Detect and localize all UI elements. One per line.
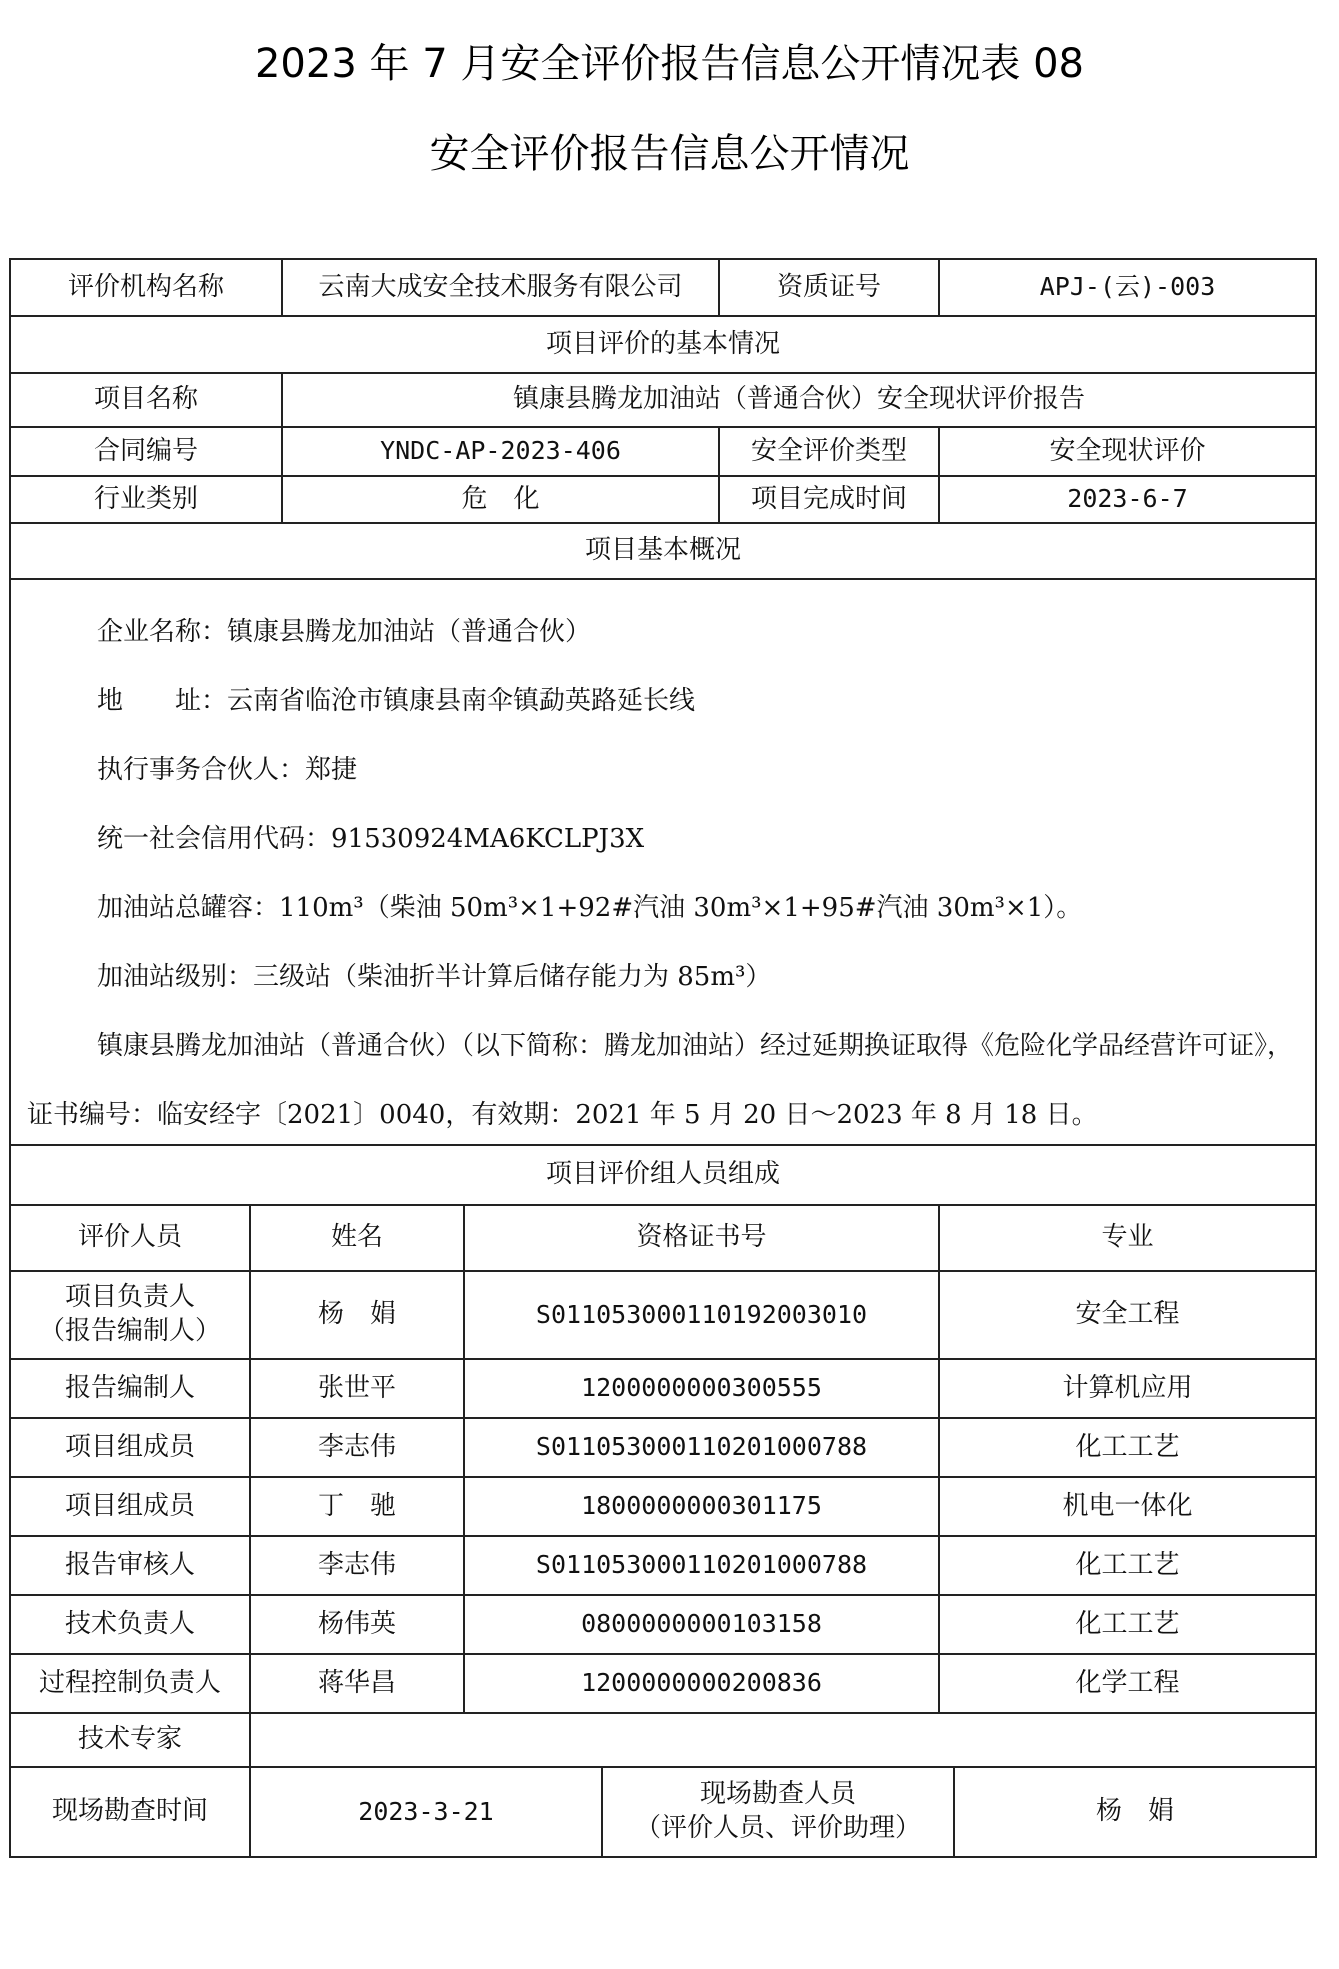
table-row-role: 项目组成员 [11,1478,251,1537]
table-row-major: 化学工程 [940,1655,1317,1714]
table-row-name: 张世平 [251,1360,465,1419]
overview-line: 镇康县腾龙加油站（普通合伙）（以下简称：腾龙加油站）经过延期换证取得《危险化学品经营许可证》，证书编号：临安经字〔2021〕0040，有效期：2021 年 5 月 20 日～2023 年 8 月 18 日。 [27,1031,1294,1130]
contract-value: YNDC-AP-2023-406 [283,428,720,477]
page-title: 2023 年 7 月安全评价报告信息公开情况表 08 [254,41,1084,87]
overview-line: 加油站总罐容：110m³（柴油 50m³×1+92#汽油 30m³×1+95#汽油 30m³×1）。 [97,893,1083,923]
overview-line: 地 址：云南省临沧市镇康县南伞镇勐英路延长线 [97,686,696,716]
overview-line: 统一社会信用代码：91530924MA6KCLPJ3X [97,824,645,854]
table-row-cert: S011053000110192003010 [465,1272,940,1360]
col-header-name: 姓名 [251,1206,465,1272]
project-name-value: 镇康县腾龙加油站（普通合伙）安全现状评价报告 [283,374,1317,428]
org-label: 评价机构名称 [11,260,283,317]
col-header-major: 专业 [940,1206,1317,1272]
basic-section-header: 项目评价的基本情况 [11,317,1317,374]
table-row-role: 报告审核人 [11,1537,251,1596]
eval-type-label: 安全评价类型 [720,428,940,477]
table-row-role: 项目组成员 [11,1419,251,1478]
site-time-value: 2023-3-21 [251,1768,603,1858]
table-row-role: 报告编制人 [11,1360,251,1419]
overview-body [11,580,1317,1146]
table-row-cert: 1200000000200836 [465,1655,940,1714]
site-staff-label [603,1768,955,1858]
table-row-cert: S011053000110201000788 [465,1419,940,1478]
table-row-role [11,1272,251,1360]
table-row-major: 化工工艺 [940,1596,1317,1655]
table-row-name: 丁 驰 [251,1478,465,1537]
overview-line: 执行事务合伙人：郑捷 [97,755,358,785]
table-row-name: 李志伟 [251,1419,465,1478]
table-row-major: 化工工艺 [940,1419,1317,1478]
team-header: 项目评价组人员组成 [11,1146,1317,1206]
eval-type-value: 安全现状评价 [940,428,1317,477]
cert-value: APJ-(云)-003 [940,260,1317,317]
table-row-role: 过程控制负责人 [11,1655,251,1714]
page-subtitle: 安全评价报告信息公开情况 [429,131,910,177]
table-row-major: 计算机应用 [940,1360,1317,1419]
col-header-role: 评价人员 [11,1206,251,1272]
table-row-name: 李志伟 [251,1537,465,1596]
table-row-cert: S011053000110201000788 [465,1537,940,1596]
industry-value: 危 化 [283,477,720,524]
org-value: 云南大成安全技术服务有限公司 [283,260,720,317]
site-time-label: 现场勘查时间 [11,1768,251,1858]
info-table [9,258,1317,1858]
completion-value: 2023-6-7 [940,477,1317,524]
table-row-name: 杨伟英 [251,1596,465,1655]
site-staff-label-line-2: （评价人员、评价助理） [634,1813,921,1843]
table-row-major: 化工工艺 [940,1537,1317,1596]
table-row-name: 杨 娟 [251,1272,465,1360]
table-row-cert: 0800000000103158 [465,1596,940,1655]
site-staff-value: 杨 娟 [955,1768,1317,1858]
overview-header: 项目基本概况 [11,524,1317,580]
table-row-cert: 1800000000301175 [465,1478,940,1537]
col-header-cert: 资格证书号 [465,1206,940,1272]
table-row-major: 安全工程 [940,1272,1317,1360]
role-line-1: 项目负责人 [64,1282,195,1313]
expert-value [251,1714,1317,1768]
overview-line: 加油站级别：三级站（柴油折半计算后储存能力为 85m³） [97,962,772,992]
role-line-2: （报告编制人） [38,1316,221,1346]
table-row-cert: 1200000000300555 [465,1360,940,1419]
cert-label: 资质证号 [720,260,940,317]
contract-label: 合同编号 [11,428,283,477]
table-row-name: 蒋华昌 [251,1655,465,1714]
project-name-label: 项目名称 [11,374,283,428]
industry-label: 行业类别 [11,477,283,524]
expert-label: 技术专家 [11,1714,251,1768]
completion-label: 项目完成时间 [720,477,940,524]
site-staff-label-line-1: 现场勘查人员 [699,1779,856,1810]
table-row-role: 技术负责人 [11,1596,251,1655]
overview-line: 企业名称：镇康县腾龙加油站（普通合伙） [97,617,592,647]
table-row-major: 机电一体化 [940,1478,1317,1537]
